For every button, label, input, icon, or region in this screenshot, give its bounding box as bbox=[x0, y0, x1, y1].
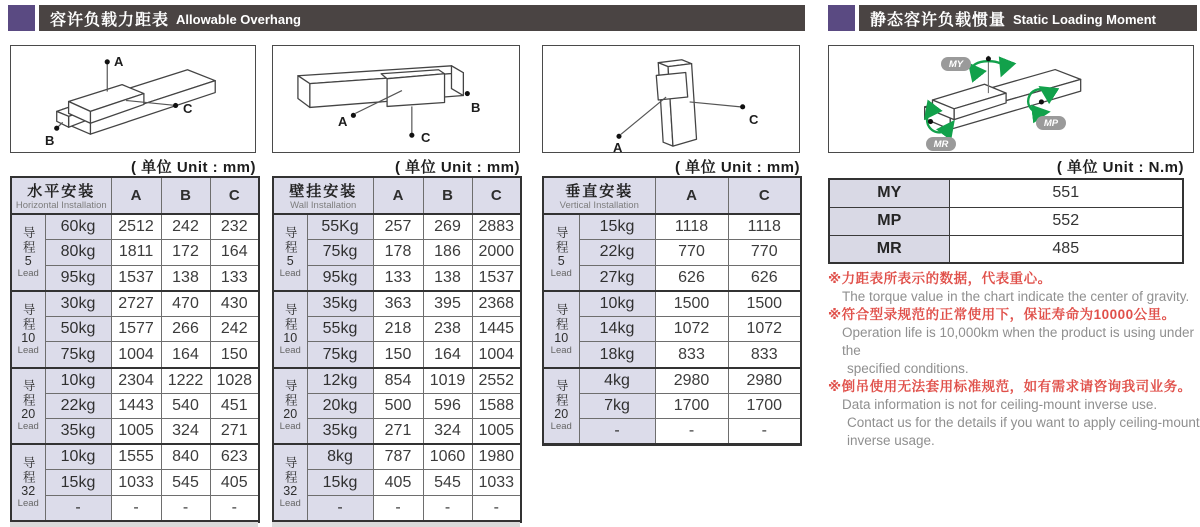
value-cell: 2883 bbox=[472, 214, 521, 240]
table-title-en: Horizontal Installation bbox=[15, 200, 107, 211]
value-cell: 1980 bbox=[472, 444, 521, 470]
section-title-zh: 容许负载力距表 bbox=[50, 11, 170, 29]
lead-label-zh: 导程 bbox=[554, 302, 569, 332]
column-header-c: C bbox=[210, 177, 259, 214]
value-cell: 1445 bbox=[472, 316, 521, 342]
load-cell: 30kg bbox=[45, 291, 111, 317]
lead-group-label bbox=[543, 214, 579, 291]
value-cell: 324 bbox=[423, 419, 472, 445]
value-cell: 1555 bbox=[111, 444, 161, 470]
value-cell: 133 bbox=[373, 265, 423, 291]
value-cell: 770 bbox=[728, 240, 801, 266]
value-cell: 1118 bbox=[655, 214, 728, 240]
column-header-c: C bbox=[728, 177, 801, 214]
lead-number: 5 bbox=[286, 253, 294, 268]
table-row bbox=[273, 265, 521, 291]
value-cell: 324 bbox=[161, 419, 210, 445]
value-cell: 178 bbox=[373, 240, 423, 266]
value-cell: 2980 bbox=[728, 368, 801, 394]
note-text-en: specified conditions. bbox=[847, 361, 969, 376]
table-head bbox=[11, 177, 259, 214]
moment-axis-label: MP bbox=[829, 207, 949, 235]
table-row bbox=[11, 291, 259, 317]
load-cell: 60kg bbox=[45, 214, 111, 240]
lead-number: 10 bbox=[554, 330, 569, 345]
table-row bbox=[543, 419, 801, 445]
load-cell: 75kg bbox=[307, 342, 373, 368]
unit-label-nm: ( 单位 Unit : N.m) bbox=[1056, 159, 1184, 176]
value-cell: 266 bbox=[161, 316, 210, 342]
section-title-en: Static Loading Moment bbox=[1013, 11, 1157, 27]
value-cell: 470 bbox=[161, 291, 210, 317]
table-head bbox=[273, 177, 521, 214]
purple-accent-square bbox=[828, 5, 855, 31]
value-cell: 1700 bbox=[728, 393, 801, 419]
value-cell: 2980 bbox=[655, 368, 728, 394]
moment-badge-mp: MP bbox=[1036, 116, 1066, 130]
value-cell: 1500 bbox=[728, 291, 801, 317]
moment-value: 485 bbox=[949, 235, 1183, 263]
table-body bbox=[273, 214, 521, 521]
value-cell: 1443 bbox=[111, 393, 161, 419]
table-row bbox=[273, 240, 521, 266]
table-row bbox=[273, 444, 521, 470]
value-cell: 833 bbox=[728, 342, 801, 368]
value-cell: 395 bbox=[423, 291, 472, 317]
load-cell: 10kg bbox=[45, 368, 111, 394]
table-row bbox=[11, 265, 259, 291]
lead-label-zh: 导程 bbox=[21, 379, 36, 409]
lead-label-en: Lead bbox=[279, 497, 301, 509]
table-row bbox=[11, 496, 259, 522]
value-cell: 1004 bbox=[472, 342, 521, 368]
lead-group-label bbox=[273, 291, 307, 368]
static-loading-moment-table bbox=[828, 178, 1184, 264]
column-header-a: A bbox=[373, 177, 423, 214]
column-header-a: A bbox=[655, 177, 728, 214]
value-cell: 405 bbox=[210, 470, 259, 496]
lead-group-label bbox=[11, 214, 45, 291]
section-title-zh: 静态容许负载惯量 bbox=[870, 11, 1007, 29]
lead-number: 20 bbox=[21, 407, 36, 422]
value-cell: 150 bbox=[210, 342, 259, 368]
load-cell: 15kg bbox=[45, 470, 111, 496]
lead-label-en: Lead bbox=[279, 344, 301, 356]
value-cell: 545 bbox=[161, 470, 210, 496]
value-cell: 363 bbox=[373, 291, 423, 317]
table-row bbox=[543, 368, 801, 394]
note-text-zh: ※倒吊使用无法套用标准规范，如有需求请咨询我司业务。 bbox=[828, 379, 1192, 394]
section-title-en: Allowable Overhang bbox=[176, 11, 301, 27]
lead-number: 5 bbox=[557, 253, 565, 268]
value-cell: 164 bbox=[161, 342, 210, 368]
note-item bbox=[828, 270, 1200, 306]
load-cell: - bbox=[579, 419, 655, 445]
value-cell: 164 bbox=[210, 240, 259, 266]
lead-number: 5 bbox=[24, 253, 32, 268]
header-row bbox=[543, 177, 801, 214]
value-cell: 405 bbox=[373, 470, 423, 496]
value-cell: 271 bbox=[373, 419, 423, 445]
load-cell: 4kg bbox=[579, 368, 655, 394]
table-title-en: Vertical Installation bbox=[559, 200, 639, 211]
moment-axis-label: MY bbox=[829, 179, 949, 207]
value-cell: 626 bbox=[728, 265, 801, 291]
value-cell: 430 bbox=[210, 291, 259, 317]
lead-label-en: Lead bbox=[17, 497, 39, 509]
table-body bbox=[11, 214, 259, 521]
lead-label-zh: 导程 bbox=[554, 379, 569, 409]
table-title-en: Wall Installation bbox=[290, 200, 357, 211]
value-cell: 1072 bbox=[728, 316, 801, 342]
load-cell: 35kg bbox=[307, 419, 373, 445]
table-head bbox=[543, 177, 801, 214]
value-cell: 232 bbox=[210, 214, 259, 240]
value-cell: 1033 bbox=[472, 470, 521, 496]
value-cell: 596 bbox=[423, 393, 472, 419]
table-row bbox=[273, 368, 521, 394]
value-cell: 242 bbox=[161, 214, 210, 240]
value-cell: 1500 bbox=[655, 291, 728, 317]
value-cell: - bbox=[373, 496, 423, 522]
table-title-zh: 壁挂安装 bbox=[289, 183, 358, 200]
lead-label-en: Lead bbox=[550, 267, 572, 279]
value-cell: 500 bbox=[373, 393, 423, 419]
table-title bbox=[11, 177, 111, 214]
value-cell: 2000 bbox=[472, 240, 521, 266]
wall-installation-table bbox=[272, 176, 522, 523]
value-cell: 269 bbox=[423, 214, 472, 240]
value-cell: 271 bbox=[210, 419, 259, 445]
load-cell: 22kg bbox=[45, 393, 111, 419]
value-cell: 1811 bbox=[111, 240, 161, 266]
lead-label-en: Lead bbox=[279, 421, 301, 433]
value-cell: 164 bbox=[423, 342, 472, 368]
table-row bbox=[273, 342, 521, 368]
table-row bbox=[11, 368, 259, 394]
lead-label-en: Lead bbox=[550, 344, 572, 356]
footnotes bbox=[828, 270, 1200, 450]
load-cell: 75kg bbox=[45, 342, 111, 368]
lead-group-label bbox=[543, 291, 579, 368]
table-row bbox=[273, 291, 521, 317]
value-cell: - bbox=[728, 419, 801, 445]
value-cell: 626 bbox=[655, 265, 728, 291]
page-cut-strip bbox=[10, 522, 258, 527]
point-label-c: C bbox=[183, 101, 193, 116]
load-cell: 80kg bbox=[45, 240, 111, 266]
moment-badge-my: MY bbox=[941, 57, 971, 71]
load-cell: 18kg bbox=[579, 342, 655, 368]
lead-label-zh: 导程 bbox=[283, 302, 298, 332]
value-cell: - bbox=[111, 496, 161, 522]
value-cell: 451 bbox=[210, 393, 259, 419]
moment-axis-label: MR bbox=[829, 235, 949, 263]
lead-group-label bbox=[543, 368, 579, 445]
load-cell: 10kg bbox=[579, 291, 655, 317]
load-cell: 95kg bbox=[45, 265, 111, 291]
value-cell: 138 bbox=[161, 265, 210, 291]
unit-label-mm: ( 单位 Unit : mm) bbox=[675, 159, 800, 176]
value-cell: - bbox=[161, 496, 210, 522]
value-cell: 1700 bbox=[655, 393, 728, 419]
table-title-zh: 垂直安装 bbox=[565, 183, 634, 200]
header-bar bbox=[859, 5, 1197, 31]
section-header-allowable-overhang bbox=[8, 5, 805, 31]
lead-group-label bbox=[273, 444, 307, 521]
lead-label-zh: 导程 bbox=[21, 455, 36, 485]
table-row bbox=[11, 316, 259, 342]
table-row bbox=[543, 291, 801, 317]
header-row bbox=[273, 177, 521, 214]
table-row bbox=[543, 393, 801, 419]
value-cell: 2368 bbox=[472, 291, 521, 317]
lead-label-zh: 导程 bbox=[554, 225, 569, 255]
table-row bbox=[543, 265, 801, 291]
value-cell: 1005 bbox=[111, 419, 161, 445]
load-cell: 22kg bbox=[579, 240, 655, 266]
point-label-a: A bbox=[613, 140, 623, 155]
point-label-a: A bbox=[338, 114, 348, 129]
value-cell: 1588 bbox=[472, 393, 521, 419]
value-cell: 218 bbox=[373, 316, 423, 342]
note-text-en: The torque value in the chart indicate the center of gravity. bbox=[842, 289, 1190, 304]
horizontal-installation-table bbox=[10, 176, 260, 523]
note-text-en: Contact us for the details if you want to apply ceiling-mount bbox=[847, 415, 1200, 430]
diagram-wall-installation bbox=[272, 45, 520, 153]
table-row bbox=[11, 393, 259, 419]
lead-number: 32 bbox=[283, 483, 298, 498]
value-cell: 2727 bbox=[111, 291, 161, 317]
value-cell: 833 bbox=[655, 342, 728, 368]
value-cell: 1028 bbox=[210, 368, 259, 394]
table-row bbox=[11, 342, 259, 368]
value-cell: 242 bbox=[210, 316, 259, 342]
lead-label-zh: 导程 bbox=[283, 455, 298, 485]
note-text-zh: ※力距表所表示的数据，代表重心。 bbox=[828, 271, 1052, 286]
value-cell: 1033 bbox=[111, 470, 161, 496]
moment-row bbox=[829, 179, 1183, 207]
value-cell: 545 bbox=[423, 470, 472, 496]
diagram-horizontal-installation bbox=[10, 45, 256, 153]
table-row bbox=[273, 214, 521, 240]
value-cell: 186 bbox=[423, 240, 472, 266]
value-cell: 1537 bbox=[111, 265, 161, 291]
column-header-a: A bbox=[111, 177, 161, 214]
moment-value: 552 bbox=[949, 207, 1183, 235]
table-row bbox=[543, 240, 801, 266]
note-text-en: inverse usage. bbox=[847, 433, 935, 448]
section-header-static-loading-moment bbox=[828, 5, 1197, 31]
lead-label-en: Lead bbox=[17, 267, 39, 279]
load-cell: 35kg bbox=[45, 419, 111, 445]
load-cell: 27kg bbox=[579, 265, 655, 291]
moment-rail-drawing-icon bbox=[829, 46, 1193, 152]
table-row bbox=[273, 419, 521, 445]
value-cell: 133 bbox=[210, 265, 259, 291]
table-row bbox=[543, 342, 801, 368]
value-cell: 2304 bbox=[111, 368, 161, 394]
lead-group-label bbox=[11, 291, 45, 368]
lead-label-zh: 导程 bbox=[283, 225, 298, 255]
value-cell: 2512 bbox=[111, 214, 161, 240]
note-text-en: Operation life is 10,000km when the product is using under the bbox=[842, 325, 1194, 358]
table-title bbox=[273, 177, 373, 214]
value-cell: 1019 bbox=[423, 368, 472, 394]
value-cell: - bbox=[210, 496, 259, 522]
lead-label-zh: 导程 bbox=[21, 225, 36, 255]
table-body bbox=[543, 214, 801, 444]
load-cell: 95kg bbox=[307, 265, 373, 291]
load-cell: 55kg bbox=[307, 316, 373, 342]
lead-number: 10 bbox=[283, 330, 298, 345]
lead-number: 20 bbox=[283, 407, 298, 422]
lead-number: 20 bbox=[554, 407, 569, 422]
value-cell: 257 bbox=[373, 214, 423, 240]
point-label-b: B bbox=[471, 100, 481, 115]
point-label-b: B bbox=[45, 133, 55, 148]
lead-number: 32 bbox=[21, 483, 36, 498]
column-header-b: B bbox=[423, 177, 472, 214]
moment-badge-mr: MR bbox=[926, 137, 956, 151]
note-text-en: Data information is not for ceiling-mount inverse use. bbox=[842, 397, 1158, 412]
load-cell: 8kg bbox=[307, 444, 373, 470]
load-cell: 75kg bbox=[307, 240, 373, 266]
table-row bbox=[11, 214, 259, 240]
lead-group-label bbox=[273, 368, 307, 445]
load-cell: 35kg bbox=[307, 291, 373, 317]
purple-accent-square bbox=[8, 5, 35, 31]
value-cell: 1005 bbox=[472, 419, 521, 445]
lead-label-zh: 导程 bbox=[21, 302, 36, 332]
value-cell: 540 bbox=[161, 393, 210, 419]
load-cell: 15kg bbox=[579, 214, 655, 240]
lead-group-label bbox=[11, 368, 45, 445]
column-header-c: C bbox=[472, 177, 521, 214]
note-item bbox=[828, 306, 1200, 378]
moment-row bbox=[829, 235, 1183, 263]
value-cell: 138 bbox=[423, 265, 472, 291]
value-cell: 1118 bbox=[728, 214, 801, 240]
table-row bbox=[273, 316, 521, 342]
value-cell: 1222 bbox=[161, 368, 210, 394]
value-cell: 238 bbox=[423, 316, 472, 342]
value-cell: 1004 bbox=[111, 342, 161, 368]
vertical-installation-table bbox=[542, 176, 802, 446]
vertical-rail-drawing-icon bbox=[543, 46, 799, 152]
load-cell: 55Kg bbox=[307, 214, 373, 240]
unit-label-mm: ( 单位 Unit : mm) bbox=[131, 159, 256, 176]
moment-row bbox=[829, 207, 1183, 235]
value-cell: 2552 bbox=[472, 368, 521, 394]
point-label-c: C bbox=[421, 130, 431, 145]
point-label-a: A bbox=[114, 54, 124, 69]
lead-label-en: Lead bbox=[550, 421, 572, 433]
load-cell: 7kg bbox=[579, 393, 655, 419]
lead-label-zh: 导程 bbox=[283, 379, 298, 409]
lead-label-en: Lead bbox=[17, 344, 39, 356]
table-row bbox=[11, 419, 259, 445]
table-row bbox=[273, 470, 521, 496]
value-cell: 770 bbox=[655, 240, 728, 266]
table-title bbox=[543, 177, 655, 214]
load-cell: 10kg bbox=[45, 444, 111, 470]
value-cell: 1060 bbox=[423, 444, 472, 470]
table-row bbox=[11, 240, 259, 266]
load-cell: 20kg bbox=[307, 393, 373, 419]
load-cell: 12kg bbox=[307, 368, 373, 394]
value-cell: 1537 bbox=[472, 265, 521, 291]
table-row bbox=[273, 496, 521, 522]
table-row bbox=[11, 444, 259, 470]
value-cell: - bbox=[472, 496, 521, 522]
wall-rail-drawing-icon bbox=[273, 46, 519, 152]
point-label-c: C bbox=[749, 112, 759, 127]
load-cell: - bbox=[307, 496, 373, 522]
lead-label-en: Lead bbox=[279, 267, 301, 279]
value-cell: 1577 bbox=[111, 316, 161, 342]
value-cell: 854 bbox=[373, 368, 423, 394]
value-cell: 623 bbox=[210, 444, 259, 470]
moment-value: 551 bbox=[949, 179, 1183, 207]
column-header-b: B bbox=[161, 177, 210, 214]
load-cell: 14kg bbox=[579, 316, 655, 342]
table-row bbox=[273, 393, 521, 419]
value-cell: 1072 bbox=[655, 316, 728, 342]
diagram-static-loading-moment bbox=[828, 45, 1194, 153]
table-row bbox=[11, 470, 259, 496]
unit-label-mm: ( 单位 Unit : mm) bbox=[395, 159, 520, 176]
load-cell: 50kg bbox=[45, 316, 111, 342]
load-cell: 15kg bbox=[307, 470, 373, 496]
lead-label-en: Lead bbox=[17, 421, 39, 433]
value-cell: 787 bbox=[373, 444, 423, 470]
header-row bbox=[11, 177, 259, 214]
table-row bbox=[543, 316, 801, 342]
value-cell: 840 bbox=[161, 444, 210, 470]
note-text-zh: ※符合型录规范的正常使用下，保证寿命为10000公里。 bbox=[828, 307, 1176, 322]
table-row bbox=[543, 214, 801, 240]
value-cell: 172 bbox=[161, 240, 210, 266]
lead-group-label bbox=[11, 444, 45, 521]
lead-number: 10 bbox=[21, 330, 36, 345]
diagram-vertical-installation bbox=[542, 45, 800, 153]
value-cell: 150 bbox=[373, 342, 423, 368]
value-cell: - bbox=[423, 496, 472, 522]
load-cell: - bbox=[45, 496, 111, 522]
table-title-zh: 水平安装 bbox=[27, 183, 96, 200]
page-cut-strip bbox=[272, 522, 520, 527]
lead-group-label bbox=[273, 214, 307, 291]
value-cell: - bbox=[655, 419, 728, 445]
header-bar bbox=[39, 5, 805, 31]
note-item bbox=[828, 378, 1200, 450]
